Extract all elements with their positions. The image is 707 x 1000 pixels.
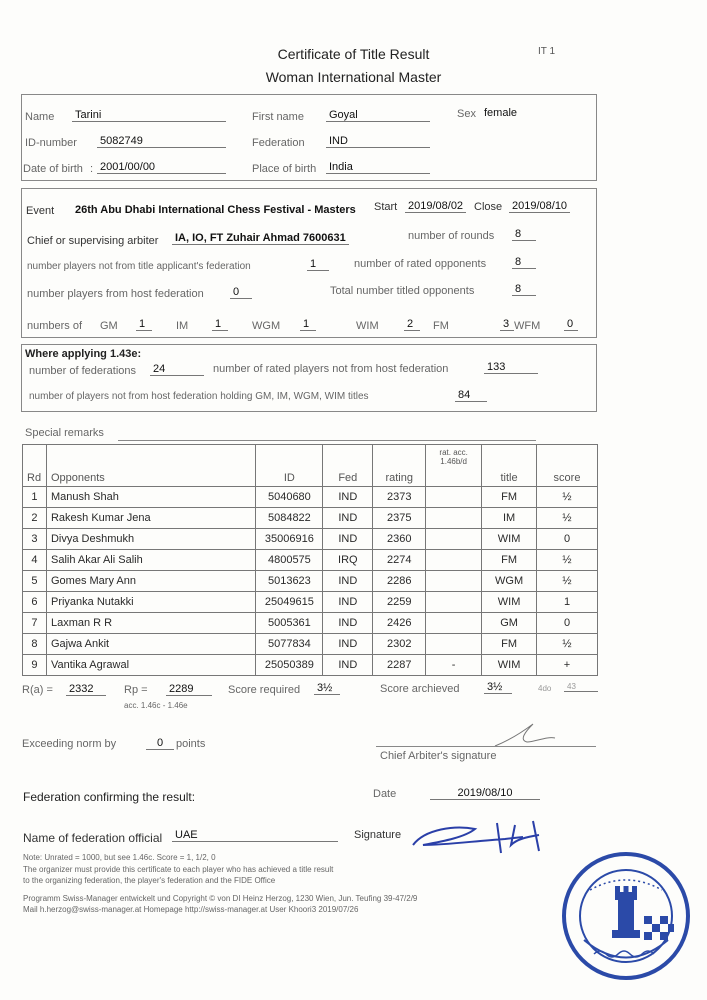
row-rat-acc: [426, 487, 482, 508]
row-title: WIM: [482, 529, 537, 550]
rp-label: Rp =: [124, 684, 148, 696]
row-fed: IRQ: [323, 550, 373, 571]
row-id: 5040680: [256, 487, 323, 508]
host-fed-value: 0: [230, 286, 252, 299]
chessboard-icon: [644, 916, 674, 940]
row-rating: 2286: [373, 571, 426, 592]
name-value: Tarini: [72, 109, 226, 122]
table-row: [23, 550, 598, 571]
row-title: WIM: [482, 592, 537, 613]
row-rating: 2302: [373, 634, 426, 655]
arbiter-line: [376, 746, 596, 747]
row-title: WIM: [482, 655, 537, 676]
close-label: Close: [474, 201, 503, 213]
rook-icon: [612, 886, 640, 938]
row-fed: IND: [323, 592, 373, 613]
wfm-value: 0: [564, 318, 578, 331]
row-opponent: Rakesh Kumar Jena: [46, 508, 255, 529]
row-opponent: Laxman R R: [46, 613, 255, 634]
certificate-subtitle: Woman International Master: [265, 69, 442, 85]
acc-note: acc. 1.46c - 1.46e: [124, 701, 188, 710]
extra-label: 4do: [538, 684, 552, 693]
header-rat-acc-line2: 1.46b/d: [440, 457, 467, 466]
row-id: 4800575: [256, 550, 323, 571]
row-title: FM: [482, 487, 537, 508]
header-opponents: Opponents: [46, 445, 255, 487]
row-fed: IND: [323, 613, 373, 634]
form-id: IT 1: [538, 46, 556, 57]
header-fed: Fed: [323, 445, 373, 487]
fm-value: 3: [500, 318, 514, 331]
dob-label: Date of birth: [23, 163, 83, 175]
rated-opp-label: number of rated opponents: [354, 258, 487, 270]
table-header: [23, 445, 598, 487]
titled-not-host-label: number of players not from host federation holding GM, IM, WGM, WIM titles: [29, 391, 369, 402]
official-label: Name of federation official: [23, 831, 163, 845]
certificate-title: Certificate of Title Result: [277, 46, 430, 62]
row-score: 0: [537, 613, 598, 634]
row-id: 5013623: [256, 571, 323, 592]
row-score: ½: [537, 550, 598, 571]
row-opponent: Manush Shah: [46, 487, 255, 508]
row-title: FM: [482, 634, 537, 655]
opponents-table: [22, 444, 598, 676]
rated-not-host-value: 133: [484, 361, 538, 374]
row-opponent: Divya Deshmukh: [46, 529, 255, 550]
row-rd: 3: [23, 529, 47, 550]
table-row: [23, 571, 598, 592]
table-row: [23, 592, 598, 613]
row-rat-acc: [426, 592, 482, 613]
note-line5: Mail h.herzog@swiss-manager.at Homepage http://swiss-manager.at User Khoori3 2019/07/26: [23, 905, 359, 914]
rp-value: 2289: [166, 683, 212, 696]
official-signature: [405, 815, 555, 860]
wim-value: 2: [404, 318, 420, 331]
row-rat-acc: [426, 550, 482, 571]
row-id: 25049615: [256, 592, 323, 613]
note-line1: Note: Unrated = 1000, but see 1.46c. Score = 1, 1/2, 0: [23, 853, 216, 862]
table-row: [23, 529, 598, 550]
row-rat-acc: -: [426, 655, 482, 676]
table-row: [23, 487, 598, 508]
row-score: ½: [537, 508, 598, 529]
row-score: ½: [537, 487, 598, 508]
not-from-fed-value: 1: [307, 258, 329, 271]
arbiter-value: IA, IO, FT Zuhair Ahmad 7600631: [172, 232, 349, 245]
header-title: title: [482, 445, 537, 487]
feds-label: number of federations: [29, 365, 137, 377]
row-id: 5084822: [256, 508, 323, 529]
arbiter-label: Chief or supervising arbiter: [27, 235, 159, 247]
row-score: ½: [537, 571, 598, 592]
official-value: UAE: [172, 829, 338, 842]
remarks-label: Special remarks: [25, 427, 104, 439]
row-rat-acc: [426, 571, 482, 592]
row-rd: 7: [23, 613, 47, 634]
row-id: 25050389: [256, 655, 323, 676]
federation-stamp: [560, 850, 692, 982]
note-line3: to the organizing federation, the player's federation and the FIDE Office: [23, 876, 276, 885]
row-rd: 5: [23, 571, 47, 592]
first-name-value: Goyal: [326, 109, 430, 122]
row-rd: 6: [23, 592, 47, 613]
note-line4: Programm Swiss-Manager entwickelt und Copyright © von DI Heinz Herzog, 1230 Wien, Jun. Teufing 39-47/2/9: [23, 894, 418, 903]
header-rat-acc-line1: rat. acc.: [439, 448, 468, 457]
row-rd: 8: [23, 634, 47, 655]
sex-label: Sex: [457, 108, 476, 120]
ra-value: 2332: [66, 683, 106, 696]
id-value: 5082749: [97, 135, 226, 148]
note-line2: The organizer must provide this certificate to each player who has achieved a title result: [23, 865, 334, 874]
row-opponent: Vantika Agrawal: [46, 655, 255, 676]
norm-suffix: points: [176, 738, 206, 750]
row-fed: IND: [323, 487, 373, 508]
remarks-line: [118, 440, 536, 441]
row-rating: 2360: [373, 529, 426, 550]
numbers-of-label: numbers of: [27, 320, 83, 332]
pob-label: Place of birth: [252, 163, 317, 175]
row-title: GM: [482, 613, 537, 634]
host-fed-label: number players from host federation: [27, 288, 204, 300]
row-opponent: Gajwa Ankit: [46, 634, 255, 655]
header-score: score: [537, 445, 598, 487]
wgm-value: 1: [300, 318, 316, 331]
row-opponent: Salih Akar Ali Salih: [46, 550, 255, 571]
start-value: 2019/08/02: [405, 200, 466, 213]
score-achieved-label: Score archieved: [380, 683, 460, 695]
first-name-label: First name: [252, 111, 304, 123]
signature-label: Signature: [354, 829, 402, 841]
rated-opp-value: 8: [512, 256, 536, 269]
row-score: 0: [537, 529, 598, 550]
row-rd: 2: [23, 508, 47, 529]
dob-value: 2001/00/00: [97, 161, 226, 174]
row-fed: IND: [323, 634, 373, 655]
wim-label: WIM: [356, 320, 379, 332]
row-score: ½: [537, 634, 598, 655]
row-id: 5005361: [256, 613, 323, 634]
wgm-label: WGM: [252, 320, 281, 332]
row-rd: 4: [23, 550, 47, 571]
row-fed: IND: [323, 571, 373, 592]
header-rd: Rd: [23, 445, 47, 487]
row-title: IM: [482, 508, 537, 529]
ra-label: R(a) =: [22, 684, 53, 696]
titled-opp-label: Total number titled opponents: [330, 285, 475, 297]
table-row: [23, 508, 598, 529]
row-rating: 2274: [373, 550, 426, 571]
id-label: ID-number: [25, 137, 77, 149]
row-id: 35006916: [256, 529, 323, 550]
titled-not-host-value: 84: [455, 389, 487, 402]
wfm-label: WFM: [514, 320, 541, 332]
feds-value: 24: [150, 363, 204, 376]
norm-value: 0: [146, 737, 174, 750]
row-opponent: Gomes Mary Ann: [46, 571, 255, 592]
event-value: 26th Abu Dhabi International Chess Festival - Masters: [75, 204, 356, 216]
rated-not-host-label: number of rated players not from host federation: [213, 363, 449, 375]
rounds-value: 8: [512, 228, 536, 241]
close-value: 2019/08/10: [509, 200, 570, 213]
header-rat-acc: [426, 445, 482, 487]
im-value: 1: [212, 318, 228, 331]
federation-label: Federation: [252, 137, 305, 149]
date-value: 2019/08/10: [430, 787, 540, 800]
gm-value: 1: [136, 318, 152, 331]
row-rating: 2375: [373, 508, 426, 529]
fm-label: FM: [433, 320, 449, 332]
row-rating: 2373: [373, 487, 426, 508]
date-label: Date: [373, 788, 397, 800]
titled-opp-value: 8: [512, 283, 536, 296]
fed-confirm-label: Federation confirming the result:: [23, 790, 196, 804]
header-rating: rating: [373, 445, 426, 487]
gm-label: GM: [100, 320, 118, 332]
row-rating: 2426: [373, 613, 426, 634]
row-title: FM: [482, 550, 537, 571]
extra-value: 43: [564, 682, 598, 692]
row-fed: IND: [323, 529, 373, 550]
im-label: IM: [176, 320, 189, 332]
row-title: WGM: [482, 571, 537, 592]
row-opponent: Priyanka Nutakki: [46, 592, 255, 613]
row-score: 1: [537, 592, 598, 613]
rounds-label: number of rounds: [408, 230, 495, 242]
event-label: Event: [26, 205, 55, 217]
table-row: [23, 655, 598, 676]
norm-label: Exceeding norm by: [22, 738, 117, 750]
row-id: 5077834: [256, 634, 323, 655]
row-rat-acc: [426, 613, 482, 634]
row-rd: 1: [23, 487, 47, 508]
row-rat-acc: [426, 529, 482, 550]
start-label: Start: [374, 201, 398, 213]
row-fed: IND: [323, 655, 373, 676]
applying-heading: Where applying 1.43e:: [25, 348, 142, 360]
score-required-value: 3½: [314, 682, 340, 695]
table-row: [23, 634, 598, 655]
header-id: ID: [256, 445, 323, 487]
score-achieved-value: 3½: [484, 681, 512, 694]
name-label: Name: [25, 111, 55, 123]
row-rd: 9: [23, 655, 47, 676]
federation-value: IND: [326, 135, 430, 148]
row-fed: IND: [323, 508, 373, 529]
not-from-fed-label: number players not from title applicant's federation: [27, 261, 251, 272]
row-rat-acc: [426, 634, 482, 655]
row-rating: 2259: [373, 592, 426, 613]
row-rating: 2287: [373, 655, 426, 676]
pob-value: India: [326, 161, 430, 174]
score-required-label: Score required: [228, 684, 301, 696]
table-row: [23, 613, 598, 634]
sex-value: female: [484, 107, 518, 119]
chief-arbiter-label: Chief Arbiter's signature: [380, 750, 497, 762]
row-score: +: [537, 655, 598, 676]
row-rat-acc: [426, 508, 482, 529]
